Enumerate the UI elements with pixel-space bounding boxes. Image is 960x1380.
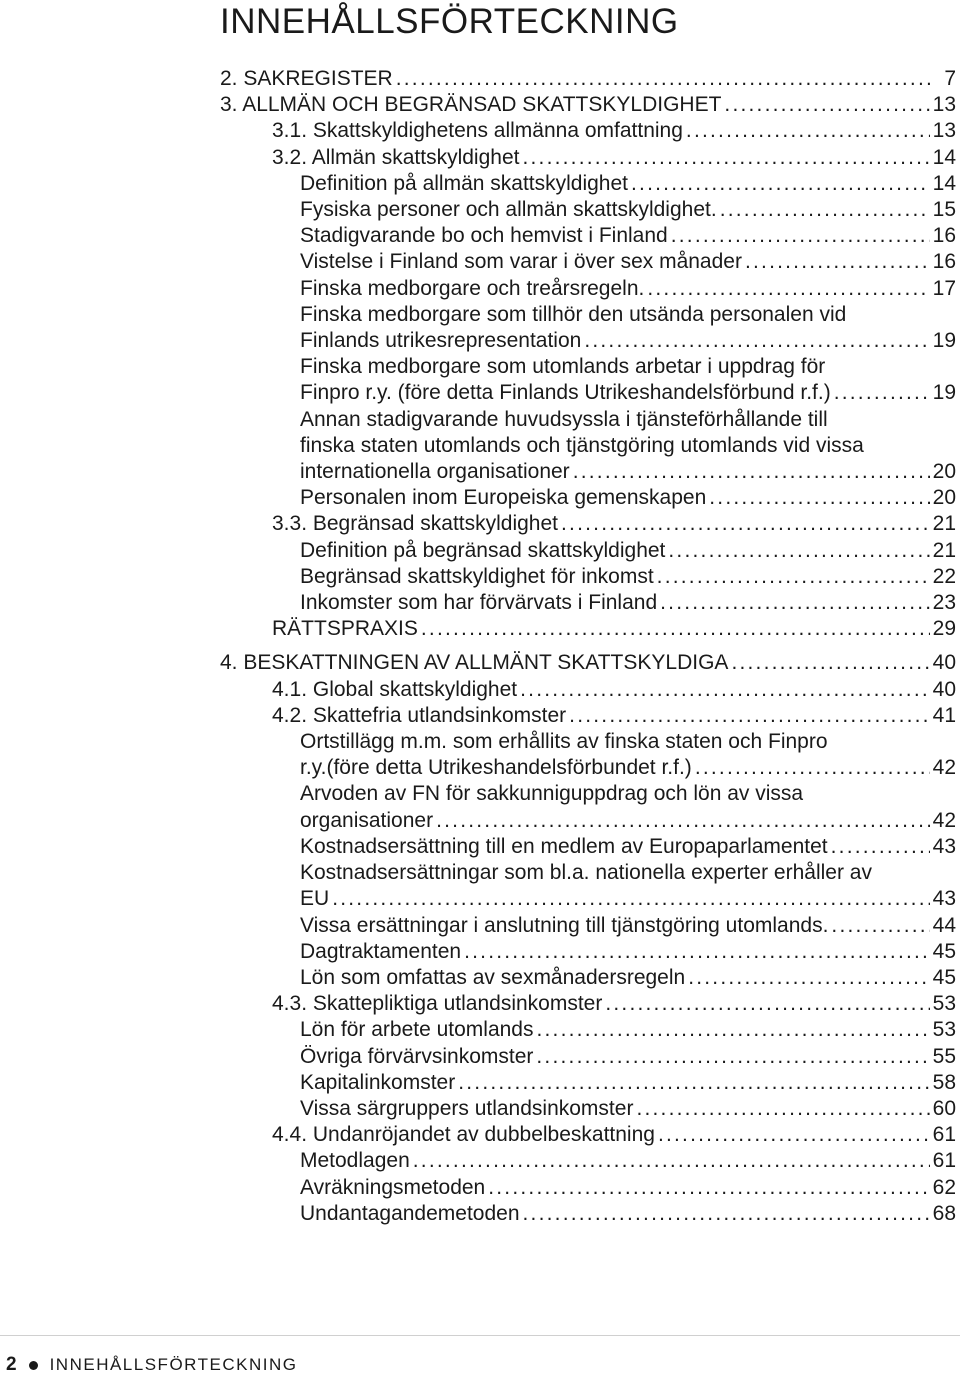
toc-entry-title: r.y.(före detta Utrikeshandelsförbundet r.f.) xyxy=(300,756,692,780)
dot-leader xyxy=(488,1175,929,1201)
toc-entry[interactable] xyxy=(220,511,956,537)
toc-page-number: 22 xyxy=(932,564,956,588)
toc-entry-title: Finska medborgare och treårsregeln. xyxy=(300,276,645,300)
toc-entry-title: internationella organisationer xyxy=(300,460,570,484)
toc-page-number: 14 xyxy=(932,145,956,169)
toc-entry-title: Finlands utrikesrepresentation xyxy=(300,329,582,353)
toc-entry-title: 2. SAKREGISTER xyxy=(220,67,393,90)
dot-leader xyxy=(688,965,929,991)
toc-entry[interactable] xyxy=(220,590,956,616)
dot-leader xyxy=(695,755,930,781)
toc-page-number: 40 xyxy=(932,677,956,701)
toc-entry-title: Undantagandemetoden xyxy=(300,1201,520,1225)
toc-entry-text-line: Annan stadigvarande huvudsyssla i tjänsteförhållande till xyxy=(300,407,828,431)
toc-entry[interactable] xyxy=(220,354,956,406)
toc-entry[interactable] xyxy=(220,860,956,912)
toc-entry-title: Lön för arbete utomlands xyxy=(300,1018,534,1042)
toc-entry-title: Vistelse i Finland som varar i över sex månader xyxy=(300,250,742,274)
toc-entry-title: Kostnadsersättning till en medlem av Europaparlamentet xyxy=(300,834,828,858)
dot-leader xyxy=(668,538,929,564)
toc-page-number: 53 xyxy=(932,992,956,1016)
toc-entry-title: Finpro r.y. (före detta Finlands Utrikeshandelsförbund r.f.) xyxy=(300,381,831,405)
dot-leader xyxy=(436,808,930,834)
toc-entry[interactable] xyxy=(220,1175,956,1201)
toc-entry-text-line: Finska medborgare som tillhör den utsända personalen vid xyxy=(300,302,847,326)
toc-entry-title: 4.1. Global skattskyldighet xyxy=(272,677,518,701)
toc-entry[interactable] xyxy=(220,1017,956,1043)
dot-leader xyxy=(731,650,929,676)
toc-page-number: 43 xyxy=(932,834,956,858)
toc-entry-text-line: finska staten utomlands och tjänstgöring utomlands vid vissa xyxy=(300,433,864,457)
toc-entry[interactable] xyxy=(220,1070,956,1096)
page-title: INNEHÅLLSFÖRTECKNING xyxy=(220,2,679,41)
toc-entry-title: 4. BESKATTNINGEN AV ALLMÄNT SKATTSKYLDIGA xyxy=(220,651,729,675)
dot-leader xyxy=(834,380,930,406)
toc-entry-title: Lön som omfattas av sexmånadersregeln xyxy=(300,965,686,989)
dot-leader xyxy=(660,590,930,616)
page-number: 2 xyxy=(6,1354,17,1375)
toc-page-number: 16 xyxy=(932,250,956,274)
toc-entry-title: 4.3. Skattepliktiga utlandsinkomster xyxy=(272,992,603,1016)
dot-leader xyxy=(464,939,930,965)
toc-entry[interactable] xyxy=(220,965,956,991)
toc-page-number: 45 xyxy=(932,939,956,963)
dot-leader xyxy=(605,991,929,1017)
dot-leader xyxy=(523,1201,930,1227)
toc-entry[interactable] xyxy=(220,781,956,833)
dot-leader xyxy=(536,1044,929,1070)
toc-entry-title: 3.1. Skattskyldighetens allmänna omfattning xyxy=(272,119,683,143)
toc-page-number: 13 xyxy=(932,93,956,117)
toc-page-number: 16 xyxy=(932,224,956,248)
toc-entry[interactable] xyxy=(220,991,956,1017)
dot-leader xyxy=(584,328,929,354)
dot-leader xyxy=(720,197,930,223)
toc-entry-title: RÄTTSPRAXIS xyxy=(272,617,418,641)
dot-leader xyxy=(636,1096,929,1122)
toc-entry-title: 3.3. Begränsad skattskyldighet xyxy=(272,512,559,536)
toc-entry[interactable] xyxy=(220,197,956,223)
toc-page-number: 68 xyxy=(932,1201,956,1225)
toc-entry-text-line: Arvoden av FN för sakkunniguppdrag och lön av vissa xyxy=(300,782,804,806)
table-of-contents xyxy=(220,66,956,1227)
toc-page-number: 23 xyxy=(932,591,956,615)
toc-page-number: 40 xyxy=(932,651,956,675)
toc-entry-title: organisationer xyxy=(300,808,434,832)
toc-page-number: 45 xyxy=(932,965,956,989)
toc-page-number: 43 xyxy=(932,887,956,911)
toc-page-number: 20 xyxy=(932,460,956,484)
dot-leader xyxy=(631,171,930,197)
dot-leader xyxy=(658,1122,930,1148)
dot-leader xyxy=(396,66,931,92)
toc-entry[interactable] xyxy=(220,939,956,965)
toc-page-number: 53 xyxy=(932,1018,956,1042)
toc-page-number: 55 xyxy=(932,1044,956,1068)
toc-entry-title: 4.2. Skattefria utlandsinkomster xyxy=(272,703,567,727)
dot-leader xyxy=(569,703,929,729)
toc-entry[interactable] xyxy=(220,677,956,703)
toc-entry[interactable] xyxy=(220,834,956,860)
dot-leader xyxy=(686,118,930,144)
dot-leader xyxy=(709,485,929,511)
toc-entry[interactable] xyxy=(220,564,956,590)
dot-leader xyxy=(421,616,930,642)
toc-page-number: 21 xyxy=(932,512,956,536)
toc-entry-title: Begränsad skattskyldighet för inkomst xyxy=(300,564,654,588)
dot-leader xyxy=(831,913,929,939)
running-title: INNEHÅLLSFÖRTECKNING xyxy=(49,1355,298,1374)
toc-entry-text-line: Ortstillägg m.m. som erhållits av finska staten och Finpro xyxy=(300,730,828,754)
toc-page-number: 15 xyxy=(932,198,956,222)
toc-entry-title: Vissa särgruppers utlandsinkomster xyxy=(300,1096,634,1120)
toc-page-number: 58 xyxy=(932,1070,956,1094)
toc-page-number: 13 xyxy=(932,119,956,143)
toc-entry-title: Stadigvarande bo och hemvist i Finland xyxy=(300,224,668,248)
dot-leader xyxy=(657,564,930,590)
toc-page-number: 61 xyxy=(932,1123,956,1147)
page-footer xyxy=(6,1354,297,1376)
dot-leader xyxy=(745,249,930,275)
toc-entry-title: Metodlagen xyxy=(300,1149,410,1173)
toc-entry-title: Inkomster som har förvärvats i Finland xyxy=(300,591,658,615)
footer-divider xyxy=(0,1335,960,1336)
toc-entry-title: Kapitalinkomster xyxy=(300,1070,456,1094)
toc-entry[interactable] xyxy=(220,1148,956,1174)
toc-entry[interactable] xyxy=(220,145,956,171)
toc-entry-title: Dagtraktamenten xyxy=(300,939,462,963)
toc-entry[interactable] xyxy=(220,407,956,486)
dot-leader xyxy=(520,677,930,703)
toc-entry-title: Övriga förvärvsinkomster xyxy=(300,1044,534,1068)
dot-leader xyxy=(458,1070,929,1096)
toc-page-number: 19 xyxy=(932,329,956,353)
toc-entry-title: Personalen inom Europeiska gemenskapen xyxy=(300,486,707,510)
toc-entry[interactable] xyxy=(220,276,956,302)
toc-page-number: 44 xyxy=(932,913,956,937)
toc-entry-title: Fysiska personer och allmän skattskyldighet. xyxy=(300,198,717,222)
toc-entry[interactable] xyxy=(220,729,956,781)
toc-entry[interactable] xyxy=(220,302,956,354)
toc-entry-title: 3.2. Allmän skattskyldighet xyxy=(272,145,520,169)
toc-entry-title: Definition på begränsad skattskyldighet xyxy=(300,538,666,562)
toc-page-number: 14 xyxy=(932,171,956,195)
toc-page-number: 17 xyxy=(932,276,956,300)
toc-page-number: 42 xyxy=(932,756,956,780)
toc-page-number: 7 xyxy=(944,67,956,90)
toc-page-number: 41 xyxy=(932,703,956,727)
toc-page-number: 21 xyxy=(932,538,956,562)
dot-leader xyxy=(724,92,929,118)
dot-leader xyxy=(332,886,929,912)
toc-entry[interactable] xyxy=(220,92,956,118)
toc-entry[interactable] xyxy=(220,1096,956,1122)
toc-entry[interactable] xyxy=(220,118,956,144)
toc-entry[interactable] xyxy=(220,1122,956,1148)
toc-entry[interactable] xyxy=(220,66,956,92)
toc-entry-title: Definition på allmän skattskyldighet xyxy=(300,171,629,195)
toc-entry-title: Avräkningsmetoden xyxy=(300,1175,486,1199)
toc-entry-title: Vissa ersättningar i anslutning till tjänstgöring utomlands. xyxy=(300,913,829,937)
toc-entry[interactable] xyxy=(220,485,956,511)
toc-page-number: 42 xyxy=(932,808,956,832)
toc-entry[interactable] xyxy=(220,223,956,249)
toc-entry-title: EU xyxy=(300,887,330,911)
dot-leader xyxy=(671,223,930,249)
toc-page-number: 60 xyxy=(932,1096,956,1120)
dot-leader xyxy=(561,511,930,537)
toc-entry[interactable] xyxy=(220,616,956,642)
toc-page-number: 61 xyxy=(932,1149,956,1173)
toc-page-number: 62 xyxy=(932,1175,956,1199)
toc-entry[interactable] xyxy=(220,650,956,676)
dot-leader xyxy=(413,1148,930,1174)
toc-entry[interactable] xyxy=(220,703,956,729)
toc-entry[interactable] xyxy=(220,1044,956,1070)
toc-entry[interactable] xyxy=(220,913,956,939)
toc-page-number: 29 xyxy=(932,617,956,641)
toc-entry-text-line: Finska medborgare som utomlands arbetar i uppdrag för xyxy=(300,355,826,379)
dot-leader xyxy=(831,834,930,860)
toc-entry[interactable] xyxy=(220,1201,956,1227)
toc-page-number: 20 xyxy=(932,486,956,510)
toc-entry-text-line: Kostnadsersättningar som bl.a. nationella experter erhåller av xyxy=(300,861,872,885)
toc-entry[interactable] xyxy=(220,249,956,275)
toc-entry[interactable] xyxy=(220,538,956,564)
dot-leader xyxy=(536,1017,929,1043)
dot-leader xyxy=(573,459,930,485)
toc-entry[interactable] xyxy=(220,171,956,197)
toc-page-number: 19 xyxy=(932,381,956,405)
dot-leader xyxy=(522,145,929,171)
toc-entry-title: 3. ALLMÄN OCH BEGRÄNSAD SKATTSKYLDIGHET xyxy=(220,93,722,117)
bullet-icon xyxy=(29,1361,38,1370)
dot-leader xyxy=(647,276,929,302)
toc-entry-title: 4.4. Undanröjandet av dubbelbeskattning xyxy=(272,1123,655,1147)
